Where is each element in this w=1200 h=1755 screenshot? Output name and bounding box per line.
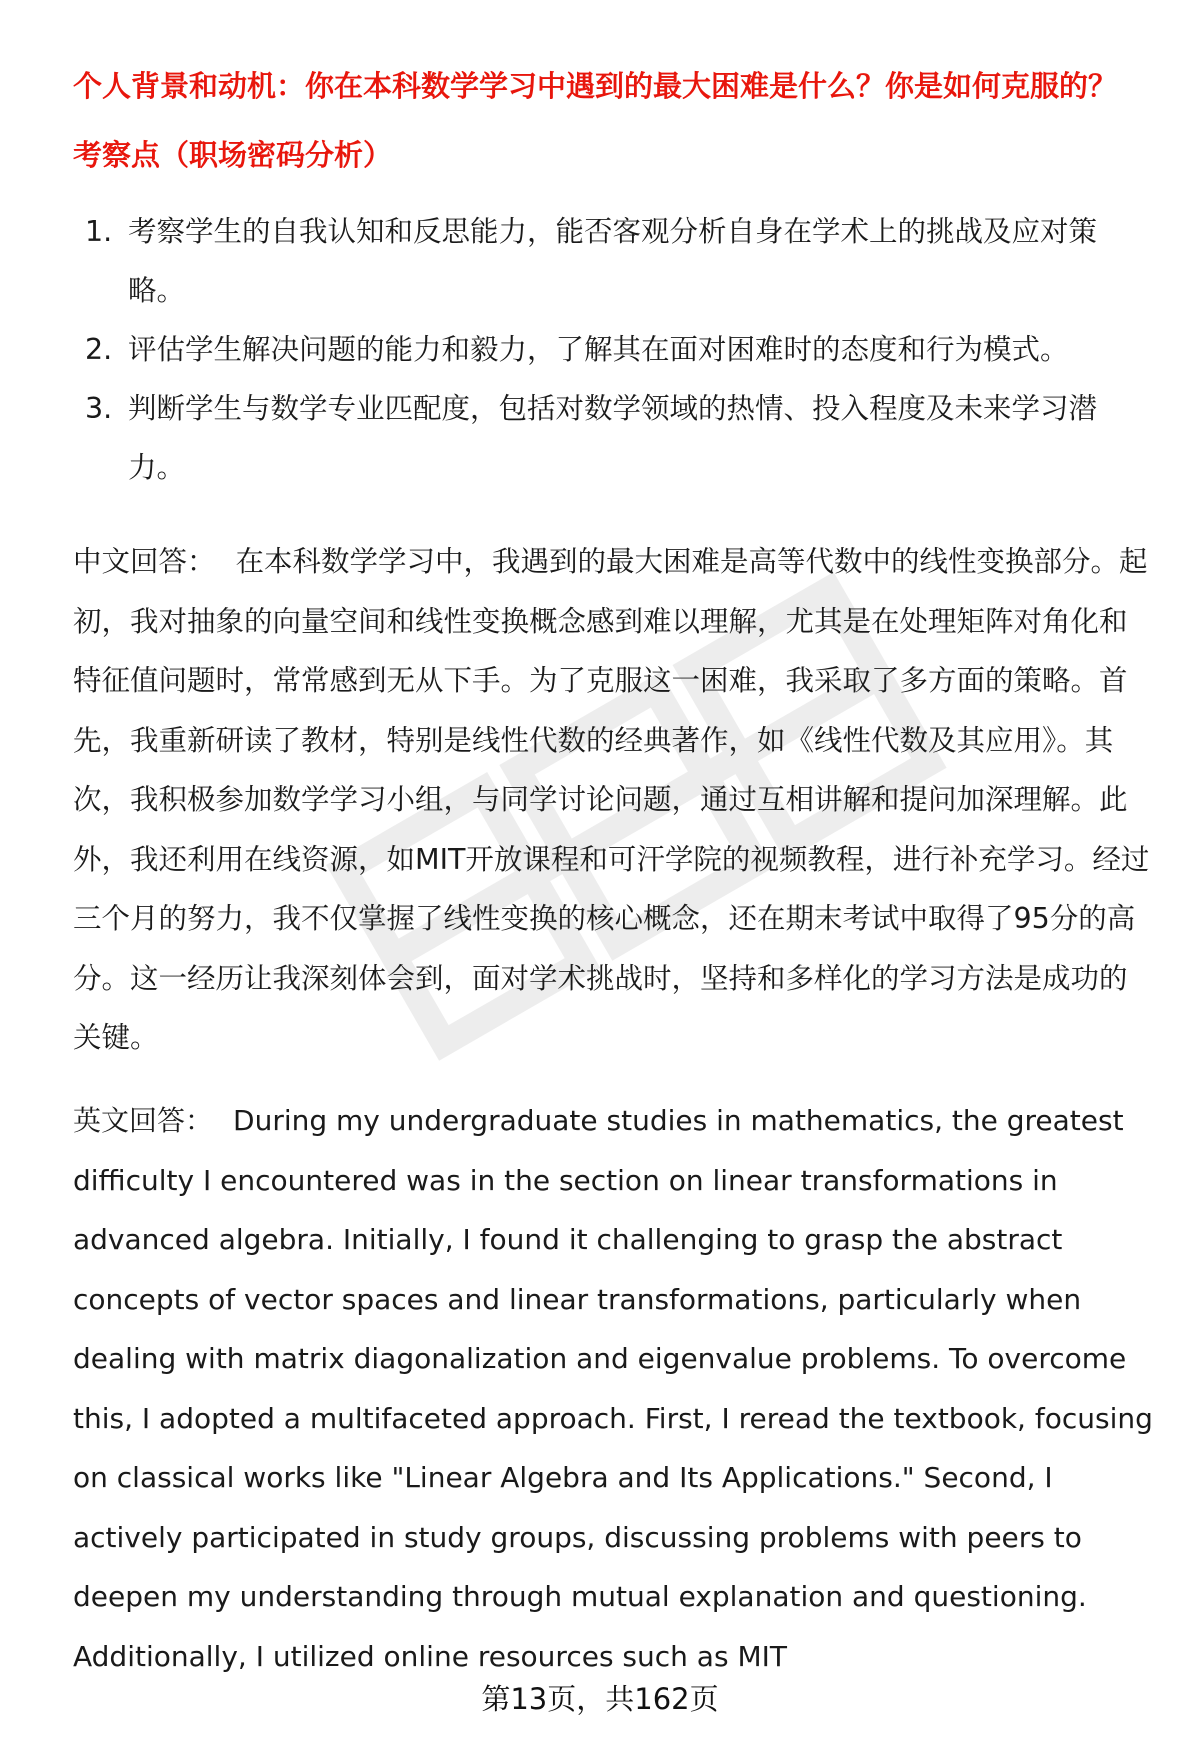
- list-item: [73, 320, 1153, 379]
- chinese-answer: [73, 532, 1153, 1068]
- question-title: 个人背景和动机：你在本科数学学习中遇到的最大困难是什么？你是如何克服的？: [73, 69, 1118, 103]
- list-number: 3.: [85, 392, 113, 425]
- page-footer: 第13页，共162页: [481, 1682, 719, 1716]
- english-answer-label: 英文回答：: [73, 1104, 214, 1137]
- list-item: [73, 379, 1153, 497]
- assessment-points-list: [73, 202, 1153, 497]
- list-item-text: 考察学生的自我认知和反思能力，能否客观分析自身在学术上的挑战及应对策略。: [128, 215, 1098, 307]
- list-number: 1.: [85, 215, 113, 248]
- list-number: 2.: [85, 333, 113, 366]
- english-answer: [73, 1091, 1153, 1686]
- chinese-answer-label: 中文回答：: [73, 545, 216, 578]
- section-title: 考察点（职场密码分析）: [73, 138, 393, 172]
- list-item-text: 评估学生解决问题的能力和毅力，了解其在面对困难时的态度和行为模式。: [128, 333, 1069, 366]
- list-item-text: 判断学生与数学专业匹配度，包括对数学领域的热情、投入程度及未来学习潜力。: [128, 392, 1098, 484]
- list-item: [73, 202, 1153, 320]
- chinese-answer-text: 在本科数学学习中，我遇到的最大困难是高等代数中的线性变换部分。起初，我对抽象的向量空间和线性变换概念感到难以理解，尤其是在处理矩阵对角化和特征值问题时，常常感到无从下手。为了克服这一困难，我采取了多方面的策略。首先，我重新研读了教材，特别是线性代数的经典著作，如《线性代数及其应用》。其次，我积极参加数学学习小组，与同学讨论问题，通过互相讲解和提问加深理解。此外，我还利用在线资源，如MIT开放课程和可汗学院的视频教程，进行补充学习。经过三个月的努力，我不仅掌握了线性变换的核心概念，还在期末考试中取得了95分的高分。这一经历让我深刻体会到，面对学术挑战时，坚持和多样化的学习方法是成功的关键。: [73, 545, 1150, 1054]
- english-answer-text: During my undergraduate studies in mathematics, the greatest difficulty I encountered was in the section on linear transformations in advanced algebra. Initially, I found it challenging to grasp the abstract concepts of vector spaces and linear transformations, particularly when dealing with matrix diagonalization and eigenvalue problems. To overcome this, I adopted a multifaceted approach. First, I reread the textbook, focusing on classical works like "Linear Algebra and Its Applications." Second, I actively participated in study groups, discussing problems with peers to deepen my understanding through mutual explanation and questioning. Additionally, I utilized online resources such as MIT: [73, 1104, 1153, 1673]
